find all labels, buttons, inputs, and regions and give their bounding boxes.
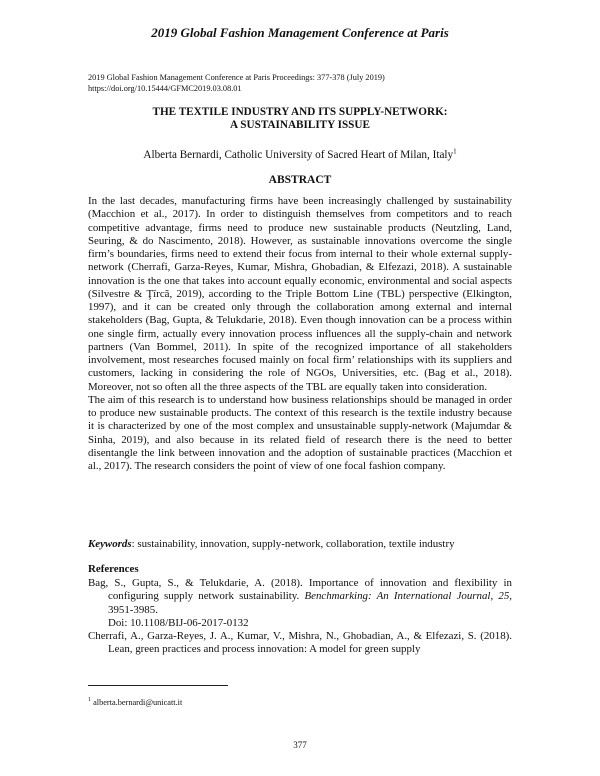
reference-volume: 25	[498, 590, 510, 603]
abstract-paragraph-2: The aim of this research is to understand how business relationships should be managed in order to produce new sustainable products. The context of this research is the textile industry because it is characterized by one of the most complex and unsustainable supply-network (Majumdar & Sinha, 2019), and also because in its related field of research there is the need to better disentangle the link between innovation and the adoption of sustainable practices (Macchion et al., 2017). The research considers the point of view of one focal fashion company.	[88, 393, 512, 472]
footnote	[88, 697, 182, 707]
abstract-paragraph-1: In the last decades, manufacturing firms have been increasingly challenged by sustainability (Macchion et al., 2017). In order to distinguish themselves from competitors and to reach competitive advantage, firms need to produce new sustainable products (Neutzling, Land, Seuring, & do Nascimento, 2018). However, as sustainable innovations overcome the single firm’s boundaries, firms need to extend their focus from internal to their whole external supply-network (Cherrafi, Garza-Reyes, Kumar, Mishra, Ghobadian, & Elfezazi, 2018). A sustainable innovation is the one that takes into account equally economic, environmental and social aspects (Silvestre & Ţîrcă, 2019), according to the Triple Bottom Line (TBL) perspective (Elkington, 1997), and it can be created only through the collaboration among external and internal stakeholders (Bag, Gupta, & Telukdarie, 2018). Even though innovation can be a process within one single firm, actually every innovation process influences all the supply-chain and network partners (Van Bommel, 2011). In spite of the recognized importance of all stakeholders involvement, most researches focused mainly on focal firm’ relationships with its suppliers and customers, lacking in considering the role of NGOs, Universities, etc. (Bag et al., 2018). Moreover, not so often all the three aspects of the TBL are equally taken into consideration.	[88, 195, 512, 393]
reference-item: Cherrafi, A., Garza-Reyes, J. A., Kumar, V., Mishra, N., Ghobadian, A., & Elfezazi, S. (2018). Lean, green practices and process innovation: A model for green supply	[88, 630, 512, 656]
proceedings-citation: 2019 Global Fashion Management Conference at Paris Proceedings: 377-378 (July 2019)	[88, 73, 385, 82]
footnote-marker: 1	[453, 147, 457, 156]
keywords-label: Keywords	[88, 538, 132, 550]
reference-item	[88, 577, 512, 630]
title-line-1: THE TEXTILE INDUSTRY AND ITS SUPPLY-NETWORK:	[152, 106, 448, 118]
footnote-number: 1	[88, 697, 91, 703]
keywords-line	[88, 538, 512, 550]
reference-journal: Benchmarking: An International Journal	[304, 590, 491, 603]
conference-header: 2019 Global Fashion Management Conference at Paris	[151, 25, 449, 40]
keywords-list: sustainability, innovation, supply-network, collaboration, textile industry	[137, 538, 455, 550]
reference-separator: ,	[490, 590, 499, 603]
references-list	[88, 577, 512, 657]
reference-text: Bag, S., Gupta, S., & Telukdarie, A. (2018). Importance of innovation and flexibility in configuring supply network sustainability.	[88, 577, 512, 603]
keywords-separator: :	[131, 538, 138, 550]
reference-doi[interactable]: Doi: 10.1108/BIJ-06-2017-0132	[108, 616, 249, 629]
abstract-body	[88, 195, 512, 473]
title-line-2: A SUSTAINABILITY ISSUE	[230, 119, 370, 131]
paper-title	[0, 106, 600, 132]
author-line	[0, 149, 600, 161]
abstract-heading: ABSTRACT	[268, 174, 332, 186]
reference-pages: , 3951-3985.	[108, 590, 513, 616]
footnote-email[interactable]: alberta.bernardi@unicatt.it	[93, 697, 183, 707]
footnote-divider	[88, 685, 228, 686]
author-affiliation: Alberta Bernardi, Catholic University of Sacred Heart of Milan, Italy	[143, 149, 454, 161]
doi-link[interactable]: https://doi.org/10.15444/GFMC2019.03.08.01	[88, 84, 242, 93]
page-number: 377	[293, 740, 307, 750]
references-heading: References	[88, 563, 139, 575]
